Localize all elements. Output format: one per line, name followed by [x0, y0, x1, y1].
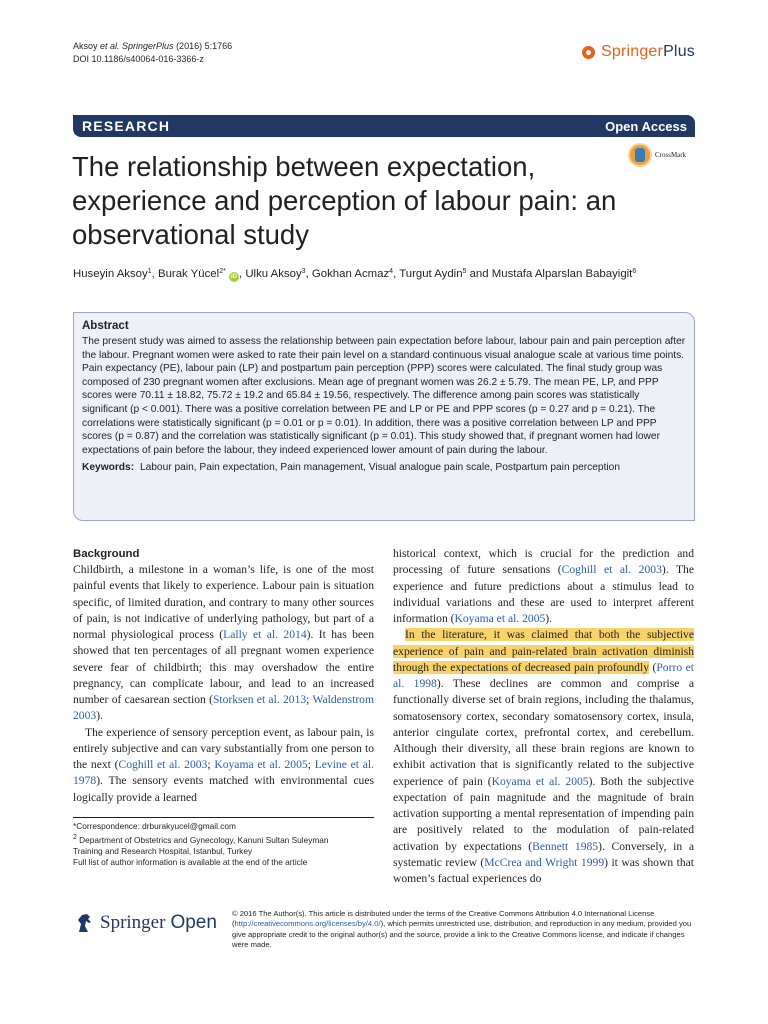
citation-link[interactable]: Storksen et al. 2013 [212, 693, 307, 706]
paragraph: The experience of sensory perception event, as labour pain, is entirely subjective and can vary substantially from one person to the next (Coghill et al. 2003; Koyama et al. 2005; Levine et al. 1978). The sensory events matched with environmental cues logically provide a learned [73, 725, 375, 804]
author-affiliation: 2* [219, 268, 226, 275]
author-affiliation: 1 [147, 268, 152, 275]
citation-link[interactable]: Bennett 1985 [532, 839, 599, 853]
citation-link[interactable]: Koyama et al. 2005 [491, 774, 589, 788]
citation-link[interactable]: McCrea and Wright 1999 [484, 855, 605, 869]
article-title: The relationship between expectation, experience and perception of labour pain: an observational study [72, 151, 617, 250]
keywords-label: Keywords: [82, 462, 135, 474]
author-name[interactable]: Mustafa Alparslan Babayigit [491, 268, 633, 280]
doi-text[interactable]: DOI 10.1186/s40064-016-3366-z [73, 54, 204, 64]
article-type-label: RESEARCH [82, 118, 171, 134]
abstract-text: The present study was aimed to assess the relationship between pain expectation before labour, labour pain and pain perception after the labour. Pregnant women were asked to rate their pain level on a standard continuous visual analogue scale at various time points. Pain expectancy (PE), labour pain (LP) and postpartum pain perception (PPP) scores were calculated. The final study group was composed of 230 pregnant women after exclusions. Mean age of pregnant women was 26.2 ± 5.79. The mean PE, LP, and PPP scores were 70.11 ± 18.82, 75.72 ± 19.2 and 65.84 ± 19.56, respectively. The difference among pain scores was statistically significant (p < 0.001). There was a positive correlation between PE and LP or PE and PPP scores (p = 0.27 and p = 0.21). The correlations were statistically significant (p = 0.01 or p = 0.01). In addition, there was a positive correlation between LP and PPP scores (p = 0.87) and the correlation was statistically significant (p = 0.01). This study showed that, if pregnant women had lower expectations of pain before the labour, they indeed experienced lower amount of pain during the labour. [82, 336, 686, 456]
springerplus-logo[interactable] [582, 43, 695, 61]
crossmark-button[interactable] [628, 143, 686, 167]
author-name[interactable]: Gokhan Acmaz [311, 268, 390, 280]
open-wordmark: Open [170, 912, 217, 933]
citation-link[interactable]: Levine et al. 1978 [73, 758, 375, 788]
affiliation-note-cont: Training and Research Hospital, Istanbul, Turkey [73, 846, 253, 857]
citation-link[interactable]: Lally et al. 2014 [223, 628, 307, 641]
body-left-column [73, 546, 374, 806]
citation-volume: (2016) 5:1766 [173, 41, 233, 51]
journal-citation [73, 40, 232, 66]
keywords-list: Labour pain, Pain expectation, Pain management, Visual analogue pain scale, Postpartum pain perception [139, 462, 621, 474]
citation-link[interactable]: Koyama et al. 2005 [454, 612, 546, 625]
springer-horse-icon [75, 912, 95, 934]
abstract-box [73, 312, 695, 521]
section-heading-background: Background [73, 548, 140, 560]
author-name[interactable]: Turgut Aydin [399, 268, 463, 280]
author-name[interactable]: Burak Yücel [157, 268, 220, 280]
paragraph: historical context, which is crucial for the prediction and processing of future sensations (Coghill et al. 2003). The experience and future predictions about a stimulus lead to individual variations and these are used to interpret afferent information (Koyama et al. 2005). [393, 547, 694, 625]
author-name[interactable]: Ulku Aksoy [245, 268, 302, 280]
paragraph: In the literature, it was claimed that both the subjective experience of pain and pain-related brain activation diminish through the expectations of decreased pain profoundly (Porro et al. 1998). These declines are common and comprise a functionally diverse set of brain regions, including the thalamus, somatosensory cortex, secondary somatosensory cortex, insula, anterior cingulate cortex, prefrontal cortex, and cerebellum. Although their diversity, all these brain regions are known to exhibit activation that is significantly related to the subjective experience of pain (Koyama et al. 2005). Both the subjective expectation of pain magnitude and the magnitude of brain activation supporting a mental representation of impending pain are positively related to the modulation of pain-related activation by expectations (Bennett 1985). Conversely, in a systematic review (McCrea and Wright 1999) it was shown that women’s factual experiences do [393, 628, 695, 885]
license-link[interactable]: http://creativecommons.org/licenses/by/4.0/ [234, 919, 381, 929]
citation-link[interactable]: Coghill et al. 2003 [561, 563, 662, 577]
keywords [82, 461, 686, 475]
citation-author: Aksoy [73, 41, 101, 51]
article-type-banner [73, 115, 695, 137]
springeropen-logo[interactable] [75, 912, 217, 934]
author-list: Huseyin Aksoy$^1$, Burak Yücel$^{2*}$ iD , Ulku Aksoy$^3$, Gokhan Acmaz$^4$, Turgut Aydin$^5$ and Mustafa Alparslan Babayigit$^6$ [73, 268, 637, 280]
license-statement: © 2016 The Author(s). This article is distributed under the terms of the Creative Commons Attribution 4.0 International License (http://creativecommons.org/licenses/by/4.0/), which permits unrestricted use, distribution, and reproduction in any medium, provided you give appropriate credit to the original author(s) and the source, provide a link to the Creative Commons license, and indicate if changes were made. [232, 909, 692, 950]
author-affiliation: 4 [389, 268, 394, 275]
springerplus-wordmark: SpringerPlus [600, 43, 695, 60]
abstract-heading: Abstract [82, 320, 129, 332]
open-access-badge: Open Access [605, 118, 687, 134]
orcid-icon[interactable]: iD [230, 274, 237, 280]
paragraph: Childbirth, a milestone in a woman’s life, is one of the most painful events that likely to experience. Labour pain is situation specific, of limited duration, and contrary to many other sources of pain, is not indicative of underlying pathology, but part of a normal physiological process (Lally et al. 2014). It has been showed that ten percentages of all pregnant women experience severe fear of childbirth; this may overshadow the entire pregnancy, can complicate labour, and lead to an increased number of caesarean section (Storksen et al. 2013; Waldenstrom 2003). [73, 563, 374, 723]
springer-wordmark: Springer [100, 912, 166, 933]
citation-link[interactable]: Koyama et al. 2005 [214, 758, 308, 771]
author-affiliation: 5 [462, 268, 467, 275]
correspondence-note[interactable]: *Correspondence: drburakyucel@gmail.com [73, 821, 236, 831]
citation-link[interactable]: Waldenstrom 2003 [73, 693, 374, 723]
author-affiliation: 3 [301, 268, 306, 275]
author-affiliation: 6 [632, 268, 637, 275]
author-info-note: Full list of author information is available at the end of the article [73, 857, 308, 868]
springer-logo-icon [582, 46, 595, 59]
affiliation-note: $^2$ Department of Obstetrics and Gynecology, Kanuni Sultan Suleyman [73, 834, 329, 845]
citation-journal: et al. SpringerPlus [100, 41, 174, 51]
footnotes [73, 817, 374, 869]
citation-link[interactable]: Porro et al. 1998 [393, 660, 694, 690]
authors-conjunction: and [466, 268, 492, 280]
citation-link[interactable]: Coghill et al. 2003 [118, 758, 208, 771]
highlighted-text[interactable]: In the literature, it was claimed that both the subjective experience of pain and pain-related brain activation diminish through the expectations of decreased pain profoundly [393, 628, 694, 674]
crossmark-label: CrossMark [655, 151, 687, 159]
author-name[interactable]: Huseyin Aksoy [73, 268, 148, 280]
body-right-column [393, 546, 694, 887]
